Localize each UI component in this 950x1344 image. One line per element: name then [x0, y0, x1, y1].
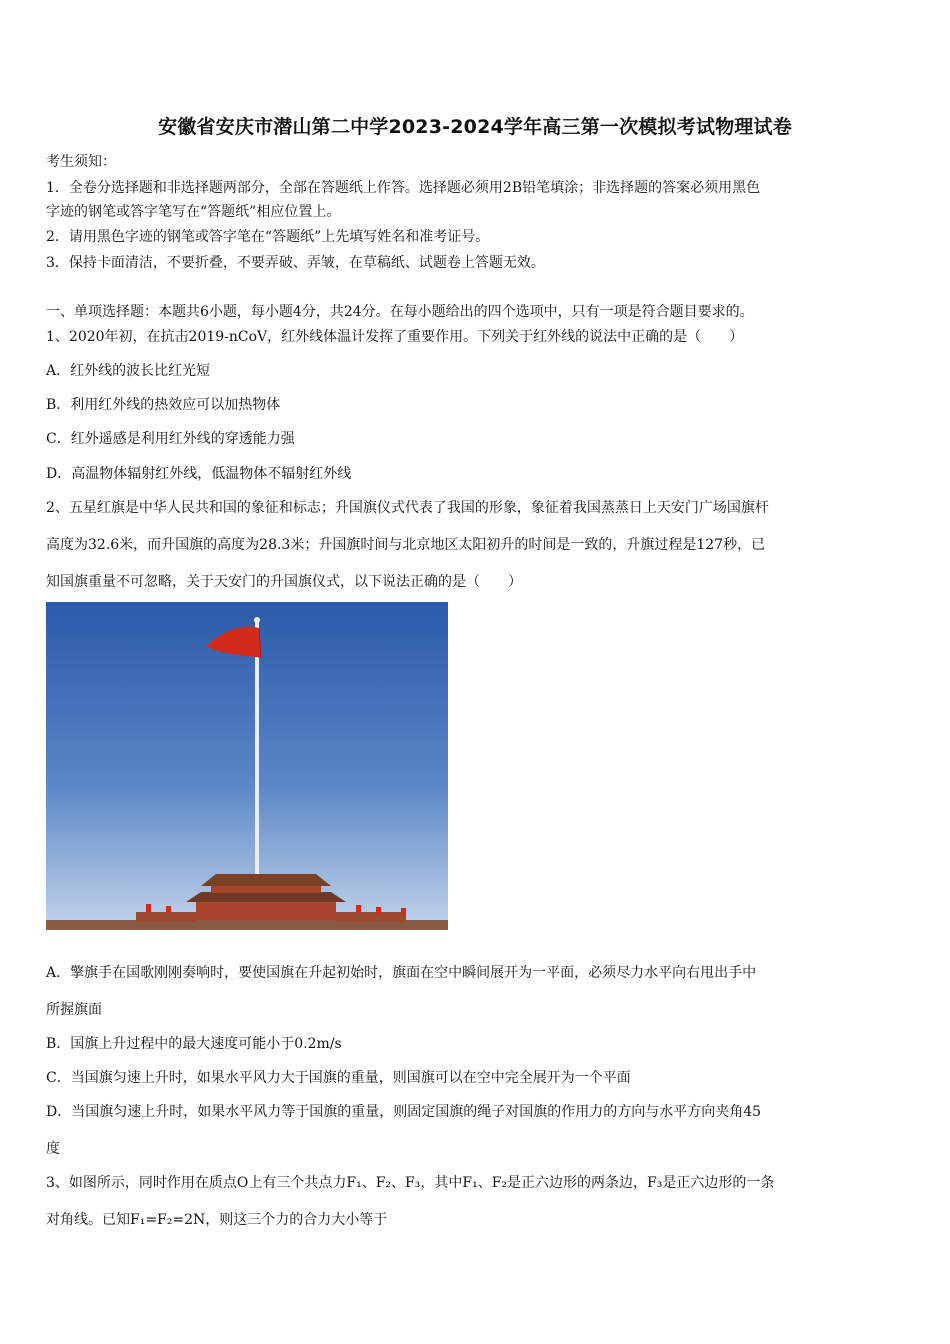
q1-option-b: B．利用红外线的热效应可以加热物体	[46, 397, 281, 413]
q2-option-d-cont: 度	[46, 1141, 60, 1157]
q2-option-a-cont: 所握旗面	[46, 1002, 102, 1018]
q2-option-d: D．当国旗匀速上升时，如果水平风力等于国旗的重量，则固定国旗的绳子对国旗的作用力的方向与水平方向夹角45	[46, 1104, 762, 1120]
notice-heading: 考生须知：	[46, 154, 116, 170]
notice-item-1-cont: 字迹的钢笔或答字笔写在“答题纸”相应位置上。	[46, 204, 341, 220]
q1-stem: 1、2020年初，在抗击2019-nCoV，红外线体温计发挥了重要作用。下列关于红外线的说法中正确的是（ ）	[46, 329, 744, 345]
q1-option-c: C．红外遥感是利用红外线的穿透能力强	[46, 431, 295, 447]
q2-option-b: B．国旗上升过程中的最大速度可能小于0.2m/s	[46, 1036, 342, 1052]
q2-option-c: C．当国旗匀速上升时，如果水平风力大于国旗的重量，则国旗可以在空中完全展开为一个平面	[46, 1070, 631, 1086]
section-heading: 一、单项选择题：本题共6小题，每小题4分，共24分。在每小题给出的四个选项中，只有一项是符合题目要求的。	[46, 304, 754, 320]
q3-stem-line-2: 对角线。已知F₁=F₂=2N，则这三个力的合力大小等于	[46, 1212, 388, 1228]
q2-stem-line-1: 2、五星红旗是中华人民共和国的象征和标志；升国旗仪式代表了我国的形象，象征着我国蒸蒸日上天安门广场国旗杆	[46, 500, 769, 516]
q3-stem-line-1: 3、如图所示，同时作用在质点O上有三个共点力F₁、F₂、F₃，其中F₁、F₂是正六边形的两条边，F₃是正六边形的一条	[46, 1175, 775, 1191]
q1-option-a: A．红外线的波长比红光短	[46, 363, 211, 379]
notice-item-3: 3．保持卡面清洁，不要折叠，不要弄破、弄皱，在草稿纸、试题卷上答题无效。	[46, 255, 545, 271]
flag-photo-illustration	[46, 602, 448, 930]
flag-raising-photo	[46, 602, 448, 930]
notice-item-1: 1．全卷分选择题和非选择题两部分，全部在答题纸上作答。选择题必须用2B铅笔填涂；非选择题的答案必须用黑色	[46, 180, 761, 196]
exam-title: 安徽省安庆市潜山第二中学2023-2024学年高三第一次模拟考试物理试卷	[158, 116, 792, 138]
q2-stem-line-2: 高度为32.6米，而升国旗的高度为28.3米；升国旗时间与北京地区太阳初升的时间是一致的，升旗过程是127秒，已	[46, 537, 766, 553]
q2-option-a: A．擎旗手在国歌刚刚奏响时，要使国旗在升起初始时，旗面在空中瞬间展开为一平面，必须尽力水平向右甩出手中	[46, 965, 757, 981]
q1-option-d: D．高温物体辐射红外线，低温物体不辐射红外线	[46, 466, 352, 482]
notice-item-2: 2．请用黑色字迹的钢笔或答字笔在“答题纸”上先填写姓名和准考证号。	[46, 229, 490, 245]
q2-stem-line-3: 知国旗重量不可忽略，关于天安门的升国旗仪式，以下说法正确的是（ ）	[46, 574, 522, 590]
